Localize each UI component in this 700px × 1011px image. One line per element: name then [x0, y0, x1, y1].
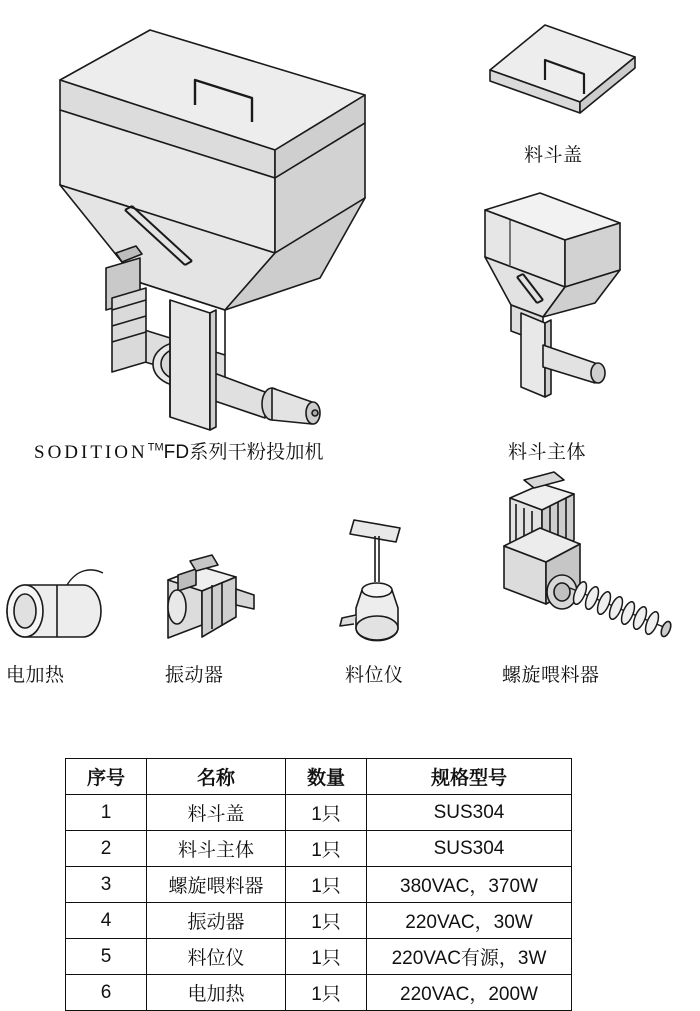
- cell-index: 6: [66, 975, 147, 1011]
- cell-spec: SUS304: [367, 795, 572, 831]
- table-row: [66, 975, 572, 1011]
- cell-index: 3: [66, 867, 147, 903]
- cell-name: 螺旋喂料器: [147, 867, 286, 903]
- main-machine-caption: [34, 437, 324, 464]
- cell-index: 5: [66, 939, 147, 975]
- table-header-spec: 规格型号: [367, 759, 572, 795]
- cell-qty: 1只: [286, 795, 367, 831]
- cell-name: 电加热: [147, 975, 286, 1011]
- cell-qty: 1只: [286, 903, 367, 939]
- hopper-lid-illustration: [460, 15, 660, 135]
- table-row: [66, 795, 572, 831]
- table-row: [66, 867, 572, 903]
- cell-qty: 1只: [286, 867, 367, 903]
- cell-name: 料斗主体: [147, 831, 286, 867]
- cell-spec: SUS304: [367, 831, 572, 867]
- vibrator-illustration: [150, 545, 270, 650]
- table-header-index: 序号: [66, 759, 147, 795]
- electric-heating-illustration: [5, 555, 115, 650]
- cell-name: 振动器: [147, 903, 286, 939]
- cell-index: 4: [66, 903, 147, 939]
- model-name: FD系列干粉投加机: [163, 442, 324, 463]
- screw-feeder-illustration: [470, 470, 690, 650]
- cell-index: 1: [66, 795, 147, 831]
- cell-spec: 220VAC，200W: [367, 975, 572, 1011]
- table-row: [66, 831, 572, 867]
- vibrator-caption: 振动器: [165, 665, 224, 686]
- cell-name: 料位仪: [147, 939, 286, 975]
- main-machine-illustration: [20, 10, 390, 440]
- cell-spec: 380VAC，370W: [367, 867, 572, 903]
- cell-qty: 1只: [286, 939, 367, 975]
- cell-spec: 220VAC有源，3W: [367, 939, 572, 975]
- cell-spec: 220VAC，30W: [367, 903, 572, 939]
- table-header-row: [66, 759, 572, 795]
- cell-qty: 1只: [286, 831, 367, 867]
- electric-heating-caption: 电加热: [6, 665, 65, 686]
- parts-table: [65, 758, 572, 1011]
- hopper-lid-caption: 料斗盖: [524, 145, 583, 166]
- table-header-name: 名称: [147, 759, 286, 795]
- table-row: [66, 903, 572, 939]
- cell-index: 2: [66, 831, 147, 867]
- level-meter-caption: 料位仪: [345, 665, 404, 686]
- hopper-body-caption: 料斗主体: [508, 442, 587, 463]
- cell-qty: 1只: [286, 975, 367, 1011]
- brand-name: SODITION: [34, 442, 148, 463]
- hopper-body-illustration: [465, 185, 675, 420]
- cell-name: 料斗盖: [147, 795, 286, 831]
- table-header-qty: 数量: [286, 759, 367, 795]
- trademark-mark: TM: [147, 441, 164, 454]
- screw-feeder-caption: 螺旋喂料器: [502, 665, 600, 686]
- level-meter-illustration: [330, 510, 450, 650]
- table-row: [66, 939, 572, 975]
